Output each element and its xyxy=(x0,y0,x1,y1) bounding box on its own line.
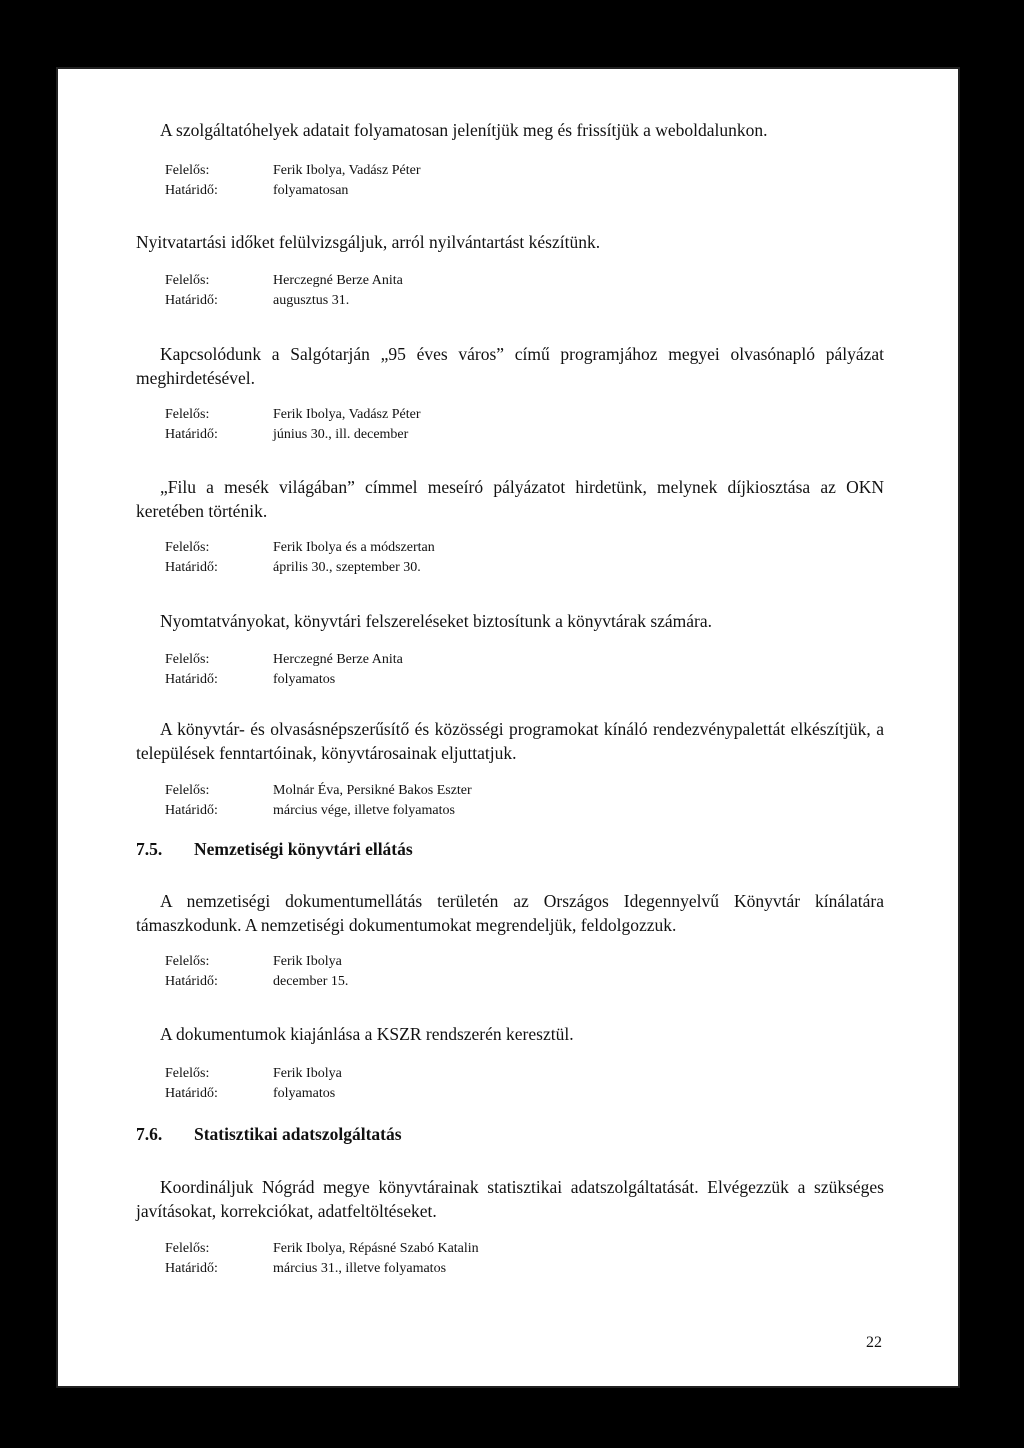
felelos-label: Felelős: xyxy=(165,163,210,178)
responsibility-block xyxy=(165,1064,342,1104)
paragraph: A nemzetiségi dokumentumellátás területén az Országos Idegennyelvű Könyvtár kínálatára támaszkodunk. A nemzetiségi dokumentumokat megrendeljük, feldolgozzuk. xyxy=(136,891,884,935)
responsibility-block xyxy=(165,781,472,821)
felelos-label: Felelős: xyxy=(165,540,210,555)
paragraph: Koordináljuk Nógrád megye könyvtárainak statisztikai adatszolgáltatását. Elvégezzük a szükséges javításokat, korrekciókat, adatfeltöltéseket. xyxy=(136,1177,884,1221)
hatarido-label: Határidő: xyxy=(165,1086,218,1101)
felelos-value: Ferik Ibolya xyxy=(273,954,342,969)
felelos-label: Felelős: xyxy=(165,273,210,288)
felelos-value: Ferik Ibolya, Vadász Péter xyxy=(273,163,421,178)
hatarido-value: június 30., ill. december xyxy=(273,427,409,442)
responsibility-block xyxy=(165,1239,479,1279)
hatarido-value: augusztus 31. xyxy=(273,293,350,308)
hatarido-label: Határidő: xyxy=(165,427,218,442)
paragraph: A könyvtár- és olvasásnépszerűsítő és közösségi programokat kínáló rendezvénypalettát elkészítjük, a települések fenntartóinak, könyvtárosainak eljuttatjuk. xyxy=(136,719,884,763)
section-heading xyxy=(136,839,413,860)
section-number: 7.5. xyxy=(136,839,163,859)
hatarido-label: Határidő: xyxy=(165,672,218,687)
responsibility-block xyxy=(165,161,420,201)
responsibility-block xyxy=(165,405,420,445)
hatarido-value: folyamatos xyxy=(273,672,336,687)
section-title: Statisztikai adatszolgáltatás xyxy=(194,1124,402,1144)
felelos-label: Felelős: xyxy=(165,1066,210,1081)
paragraph: Nyitvatartási időket felülvizsgáljuk, arról nyilvántartást készítünk. xyxy=(136,232,601,252)
document-page xyxy=(56,67,960,1388)
hatarido-label: Határidő: xyxy=(165,803,218,818)
felelos-value: Ferik Ibolya, Vadász Péter xyxy=(273,407,421,422)
felelos-value: Herczegné Berze Anita xyxy=(273,273,403,288)
hatarido-value: március vége, illetve folyamatos xyxy=(273,803,455,818)
paragraph: A szolgáltatóhelyek adatait folyamatosan jelenítjük meg és frissítjük a weboldalunkon. xyxy=(160,120,768,140)
felelos-label: Felelős: xyxy=(165,1241,210,1256)
felelos-label: Felelős: xyxy=(165,783,210,798)
section-title: Nemzetiségi könyvtári ellátás xyxy=(194,839,413,859)
felelos-value: Molnár Éva, Persikné Bakos Eszter xyxy=(273,783,472,798)
hatarido-label: Határidő: xyxy=(165,293,218,308)
paragraph: Nyomtatványokat, könyvtári felszereléseket biztosítunk a könyvtárak számára. xyxy=(160,611,713,631)
page-number: 22 xyxy=(866,1334,882,1351)
responsibility-block xyxy=(165,538,435,578)
hatarido-value: december 15. xyxy=(273,974,349,989)
paragraph: „Filu a mesék világában” címmel meseíró pályázatot hirdetünk, melynek díjkiosztása az OKN keretében történik. xyxy=(136,477,884,521)
felelos-value: Ferik Ibolya és a módszertan xyxy=(273,540,435,555)
felelos-label: Felelős: xyxy=(165,954,210,969)
felelos-value: Herczegné Berze Anita xyxy=(273,652,403,667)
hatarido-value: április 30., szeptember 30. xyxy=(273,560,421,575)
hatarido-value: március 31., illetve folyamatos xyxy=(273,1261,447,1276)
hatarido-label: Határidő: xyxy=(165,974,218,989)
hatarido-value: folyamatos xyxy=(273,1086,336,1101)
paragraph: A dokumentumok kiajánlása a KSZR rendszerén keresztül. xyxy=(160,1024,574,1044)
hatarido-label: Határidő: xyxy=(165,1261,218,1276)
felelos-label: Felelős: xyxy=(165,407,210,422)
felelos-value: Ferik Ibolya, Répásné Szabó Katalin xyxy=(273,1241,479,1256)
felelos-value: Ferik Ibolya xyxy=(273,1066,342,1081)
responsibility-block xyxy=(165,650,403,690)
hatarido-value: folyamatosan xyxy=(273,183,349,198)
paragraph: Kapcsolódunk a Salgótarján „95 éves város” című programjához megyei olvasónapló pályázat meghirdetésével. xyxy=(136,344,884,388)
responsibility-block xyxy=(165,271,403,311)
hatarido-label: Határidő: xyxy=(165,560,218,575)
felelos-label: Felelős: xyxy=(165,652,210,667)
section-number: 7.6. xyxy=(136,1124,163,1144)
responsibility-block xyxy=(165,952,348,992)
section-heading xyxy=(136,1124,402,1145)
hatarido-label: Határidő: xyxy=(165,183,218,198)
